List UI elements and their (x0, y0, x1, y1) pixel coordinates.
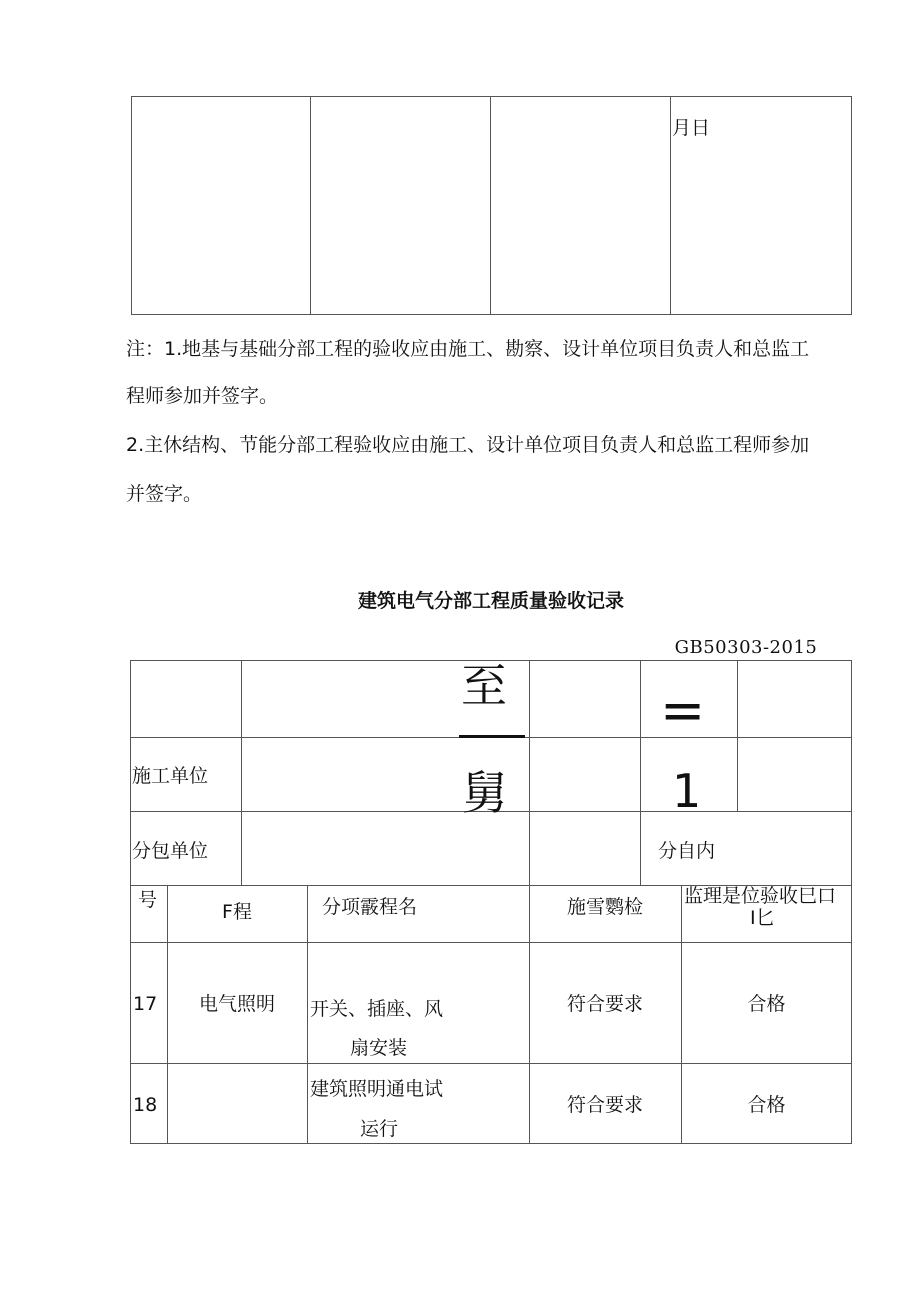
column-header-inspection: 施雪鹦检 (566, 896, 643, 918)
column-header-seq: 号 (138, 889, 158, 911)
row-seq: 18 (133, 1094, 158, 1116)
column-header-project: F程 (222, 901, 252, 923)
note-line: 2.主休结构、节能分部工程验收应由施工、设计单位项目负责人和总监工程师参加 (126, 434, 810, 456)
header-col-divider (640, 660, 641, 886)
top-table-divider (490, 96, 491, 315)
header-col-divider (737, 660, 738, 812)
top-table-border (131, 96, 852, 315)
subcontract-unit-label: 分包单位 (132, 840, 209, 862)
row-seq: 17 (133, 993, 158, 1015)
row-supervision: 合格 (747, 993, 786, 1015)
date-cell: 月日 (672, 117, 711, 139)
garbled-glyph: 至 (461, 659, 507, 713)
items-row-divider (130, 1063, 852, 1064)
garbled-glyph: 1 (672, 764, 702, 818)
items-row-divider (130, 942, 852, 943)
record-title: 建筑电气分部工程质量验收记录 (357, 590, 624, 612)
subcontract-content-label: 分自内 (658, 840, 716, 862)
garbled-glyph: = (660, 679, 706, 742)
header-col-divider (241, 660, 242, 886)
row-sub-item-cont: 扇安装 (350, 1037, 408, 1059)
standard-code: GB50303-2015 (674, 637, 818, 658)
items-col-divider (307, 885, 308, 1144)
column-header-supervision-cont: I匕 (750, 907, 775, 929)
row-inspection: 符合要求 (566, 993, 643, 1015)
row-supervision: 合格 (747, 1094, 786, 1116)
garbled-glyph: 舅 (462, 766, 508, 820)
row-sub-item: 开关、插座、风 (310, 998, 444, 1020)
column-header-supervision: 监理是位验收巳口 (684, 885, 837, 907)
row-sub-item-cont: 运行 (360, 1118, 399, 1140)
row-project: 电气照明 (198, 993, 275, 1015)
row-inspection: 符合要求 (566, 1094, 643, 1116)
top-table-divider (310, 96, 311, 315)
column-header-sub-item: 分项霰程名 (322, 896, 418, 918)
row-sub-item: 建筑照明通电试 (310, 1078, 444, 1100)
header-col-divider (529, 660, 530, 886)
top-table-divider (670, 96, 671, 315)
note-line: 注：1.地基与基础分部工程的验收应由施工、勘察、设计单位项目负责人和总监工 (126, 338, 810, 360)
glyph-stroke (459, 735, 525, 738)
construction-unit-label: 施工单位 (132, 765, 209, 787)
note-line: 程师参加并签字。 (126, 385, 279, 407)
note-line: 并签字。 (126, 483, 203, 505)
